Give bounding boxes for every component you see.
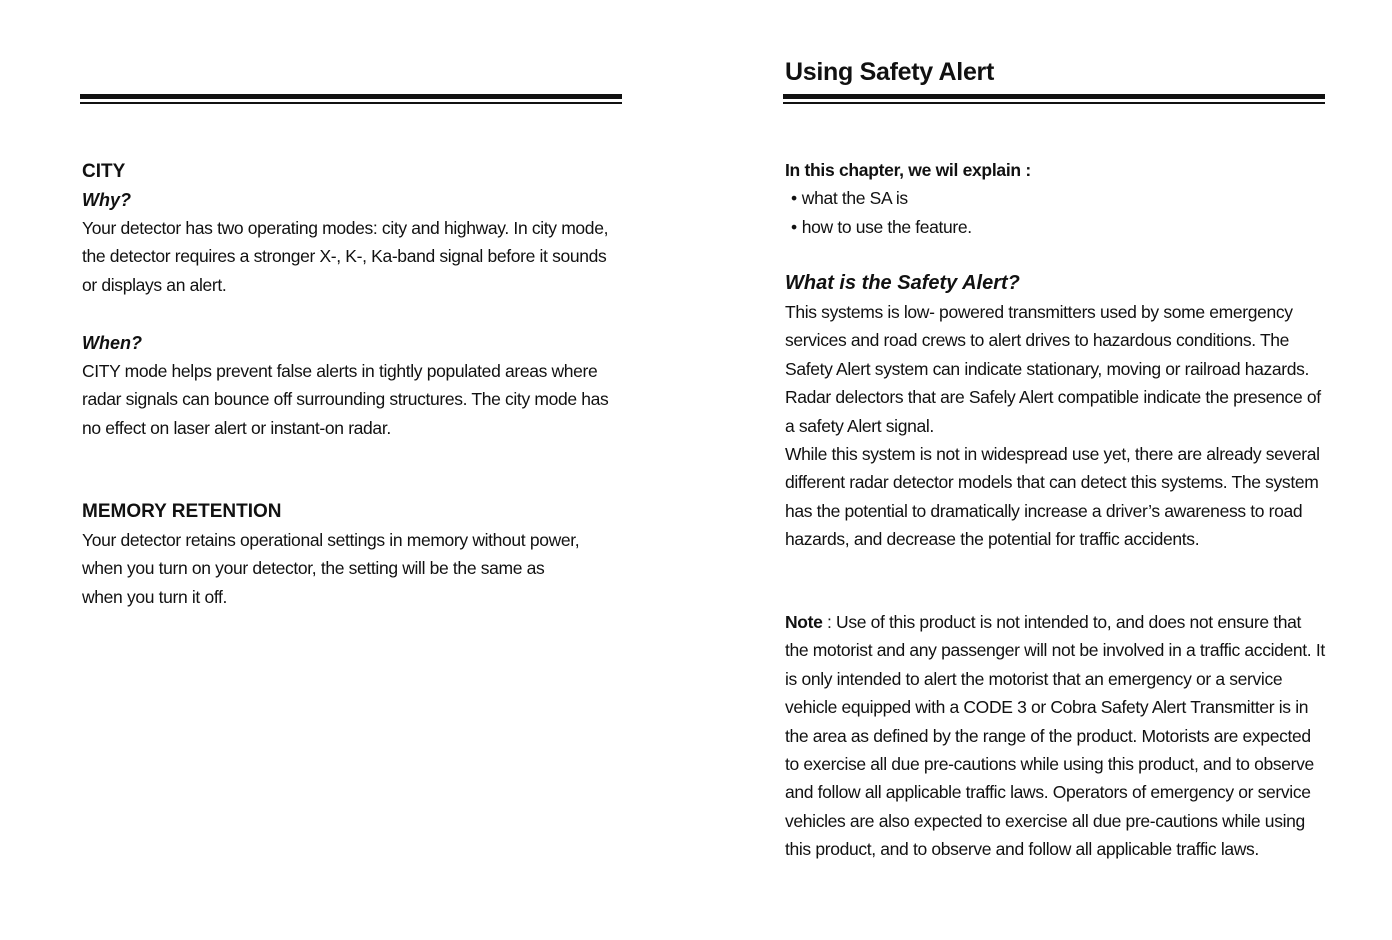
- intro-section: [785, 156, 1328, 241]
- what-is-heading: What is the Safety Alert?: [785, 272, 1020, 294]
- header-rule: [80, 94, 622, 104]
- list-item-text: what the SA is: [801, 188, 908, 209]
- header-rule-thick: [783, 94, 1325, 99]
- city-why-text: Your detector has two operating modes: city and highway. In city mode, the detector requires a stronger X-, K-, Ka-band signal before it sounds or displays an alert.: [82, 218, 609, 295]
- memory-text: Your detector retains operational settings in memory without power, when you turn on your detector, the setting will be the same as when you turn it off.: [82, 530, 580, 607]
- list-item-text: how to use the feature.: [801, 216, 972, 237]
- what-is-paragraph-2: While this system is not in widespread use yet, there are already several different radar detector models that can detect this systems. The system has the potential to dramatically increase a driver’s awareness to road hazards, and decrease the potential for traffic accidents.: [785, 444, 1320, 550]
- note-section: [785, 608, 1328, 864]
- bullet-icon: •: [791, 216, 797, 237]
- note-label: Note: [785, 612, 823, 632]
- city-section: [82, 158, 625, 299]
- list-item: [785, 184, 1328, 212]
- intro-text: In this chapter, we wil explain :: [785, 160, 1031, 180]
- memory-heading: MEMORY RETENTION: [82, 501, 282, 522]
- what-is-section: [785, 268, 1328, 554]
- city-heading: CITY: [82, 161, 126, 182]
- header-rule-thick: [80, 94, 622, 99]
- note-text: : Use of this product is not intended to, and does not ensure that the motorist and any passenger will not be involved in a traffic accident. It is only intended to alert the motorist that an emergency or a service vehicle equipped with a CODE 3 or Cobra Safety Alert Transmitter is in the area as defined by the range of the product. Motorists are expected to exercise all due pre-cautions while using this product, and to observe and follow all applicable traffic laws. Operators of emergency or service vehicles are also expected to exercise all due pre-cautions while using this product, and to observe and follow all applicable traffic laws.: [785, 612, 1325, 860]
- memory-section: [82, 498, 625, 611]
- header-rule-thin: [80, 102, 622, 104]
- city-why-heading: Why?: [82, 190, 131, 210]
- city-when-section: [82, 329, 625, 442]
- what-is-paragraph-1: This systems is low- powered transmitters used by some emergency services and road crews to alert drives to hazardous conditions. The Safety Alert system can indicate stationary, moving or railroad hazards. Radar delectors that are Safely Alert compatible indicate the presence of a safety Alert signal.: [785, 302, 1321, 436]
- note-paragraph: [785, 608, 1327, 864]
- list-item: [785, 213, 1328, 241]
- chapter-title: Using Safety Alert: [785, 58, 995, 86]
- city-when-heading: When?: [82, 333, 142, 353]
- bullet-icon: •: [791, 188, 797, 209]
- header-rule: [783, 94, 1325, 104]
- intro-bullets: [785, 184, 1328, 241]
- header-rule-thin: [783, 102, 1325, 104]
- city-when-text: CITY mode helps prevent false alerts in tightly populated areas where radar signals can bounce off surrounding structures. The city mode has no effect on laser alert or instant-on radar.: [82, 361, 609, 438]
